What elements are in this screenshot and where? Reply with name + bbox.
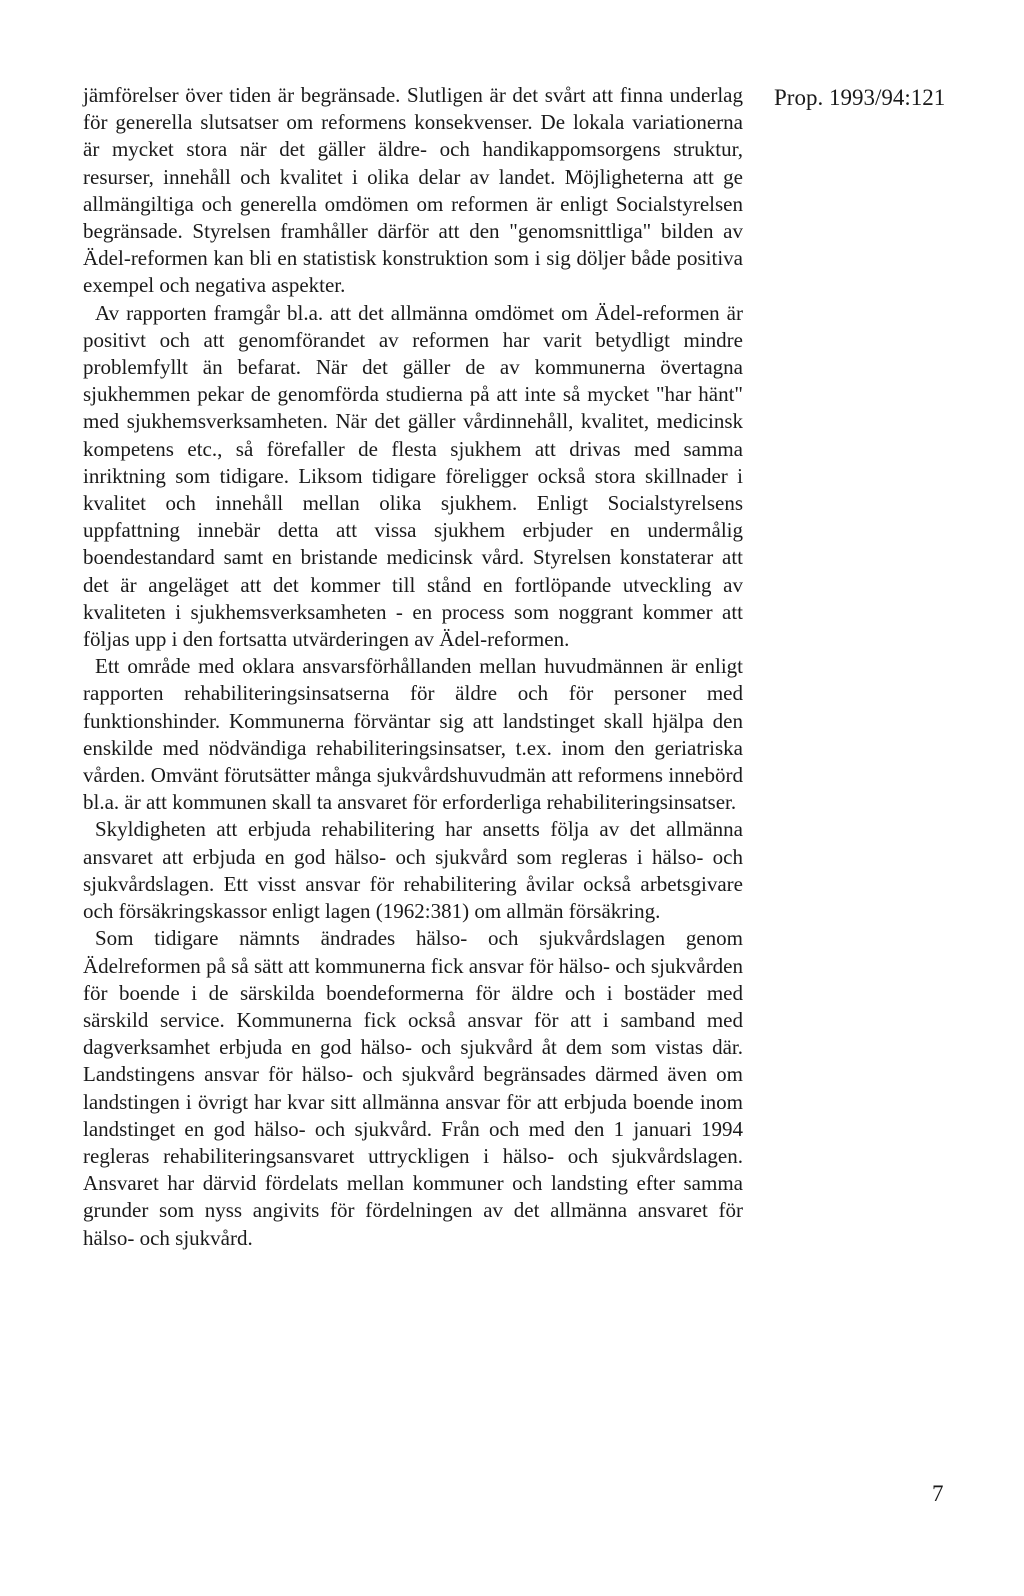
body-text <box>83 82 743 1252</box>
paragraph: Skyldigheten att erbjuda rehabilitering har ansetts följa av det allmänna ansvaret att erbjuda en god hälso- och sjukvård som regleras i hälso- och sjukvårdslagen. Ett visst ansvar för rehabilitering åvilar också arbetsgivare och försäkringskassor enligt lagen (1962:381) om allmän försäkring. <box>83 817 743 924</box>
paragraph: Som tidigare nämnts ändrades hälso- och sjukvårdslagen genom Ädelreformen på så sätt att kommunerna fick ansvar för hälso- och sjukvården för boende i de särskilda boendeformerna för äldre och i bostäder med särskild service. Kommunerna fick också ansvar för att i samband med dagverksamhet erbjuda en god hälso- och sjukvård åt dem som vistas där. Landstingens ansvar för hälso- och sjukvård begränsades därmed även om landstingen i övrigt har kvar sitt allmänna ansvar för att erbjuda boende inom landstinget en god hälso- och sjukvård. Från och med den 1 januari 1994 regleras rehabiliteringsansvaret uttryckligen i hälso- och sjukvårdslagen. Ansvaret har därvid fördelats mellan kommuner och landsting efter samma grunder som nyss angivits för fördelningen av det allmänna ansvaret för hälso- och sjukvård. <box>83 926 743 1250</box>
paragraph: jämförelser över tiden är begränsade. Slutligen är det svårt att finna underlag för generella slutsatser om reformens konsekvenser. De lokala variationerna är mycket stora när det gäller äldre- och handikappomsorgens struktur, resurser, innehåll och kvalitet i olika delar av landet. Möjligheterna att ge allmängiltiga och generella omdömen om reformen är enligt Socialstyrelsen begränsade. Styrelsen framhåller därför att den "genomsnittliga" bilden av Ädel-reformen kan bli en statistisk konstruktion som i sig döljer både positiva exempel och negativa aspekter. <box>83 83 743 298</box>
paragraph: Av rapporten framgår bl.a. att det allmänna omdömet om Ädel-reformen är positivt och att genomförandet av reformen har varit betydligt mindre problemfyllt än befarat. När det gäller de av kommunerna övertagna sjukhemmen pekar de genomförda studierna på att inte så mycket "har hänt" med sjukhemsverksamheten. När det gäller vårdinnehåll, kvalitet, medicinsk kompetens etc., så förefaller de flesta sjukhem att drivas med samma inriktning som tidigare. Liksom tidigare föreligger också stora skillnader i kvalitet och innehåll mellan olika sjukhem. Enligt Socialstyrelsens uppfattning innebär detta att vissa sjukhem erbjuder en undermålig boendestandard samt en bristande medicinsk vård. Styrelsen konstaterar att det är angeläget att det kommer till stånd en fortlöpande utveckling av kvaliteten i sjukhemsverksamheten - en process som noggrant kommer att följas upp i den fortsatta utvärderingen av Ädel-reformen. <box>83 300 743 652</box>
document-reference: Prop. 1993/94:121 <box>774 85 946 110</box>
page-number: 7 <box>932 1481 944 1506</box>
paragraph: Ett område med oklara ansvarsförhållanden mellan huvudmännen är enligt rapporten rehabiliteringsinsatserna för äldre och för personer med funktionshinder. Kommunerna förväntar sig att landstinget skall hjälpa den enskilde med nödvändiga rehabiliteringsinsatser, t.ex. inom den geriatriska vården. Omvänt förutsätter många sjukvårdshuvudmän att reformens innebörd bl.a. är att kommunen skall ta ansvaret för erforderliga rehabiliteringsinsatser. <box>83 654 743 815</box>
